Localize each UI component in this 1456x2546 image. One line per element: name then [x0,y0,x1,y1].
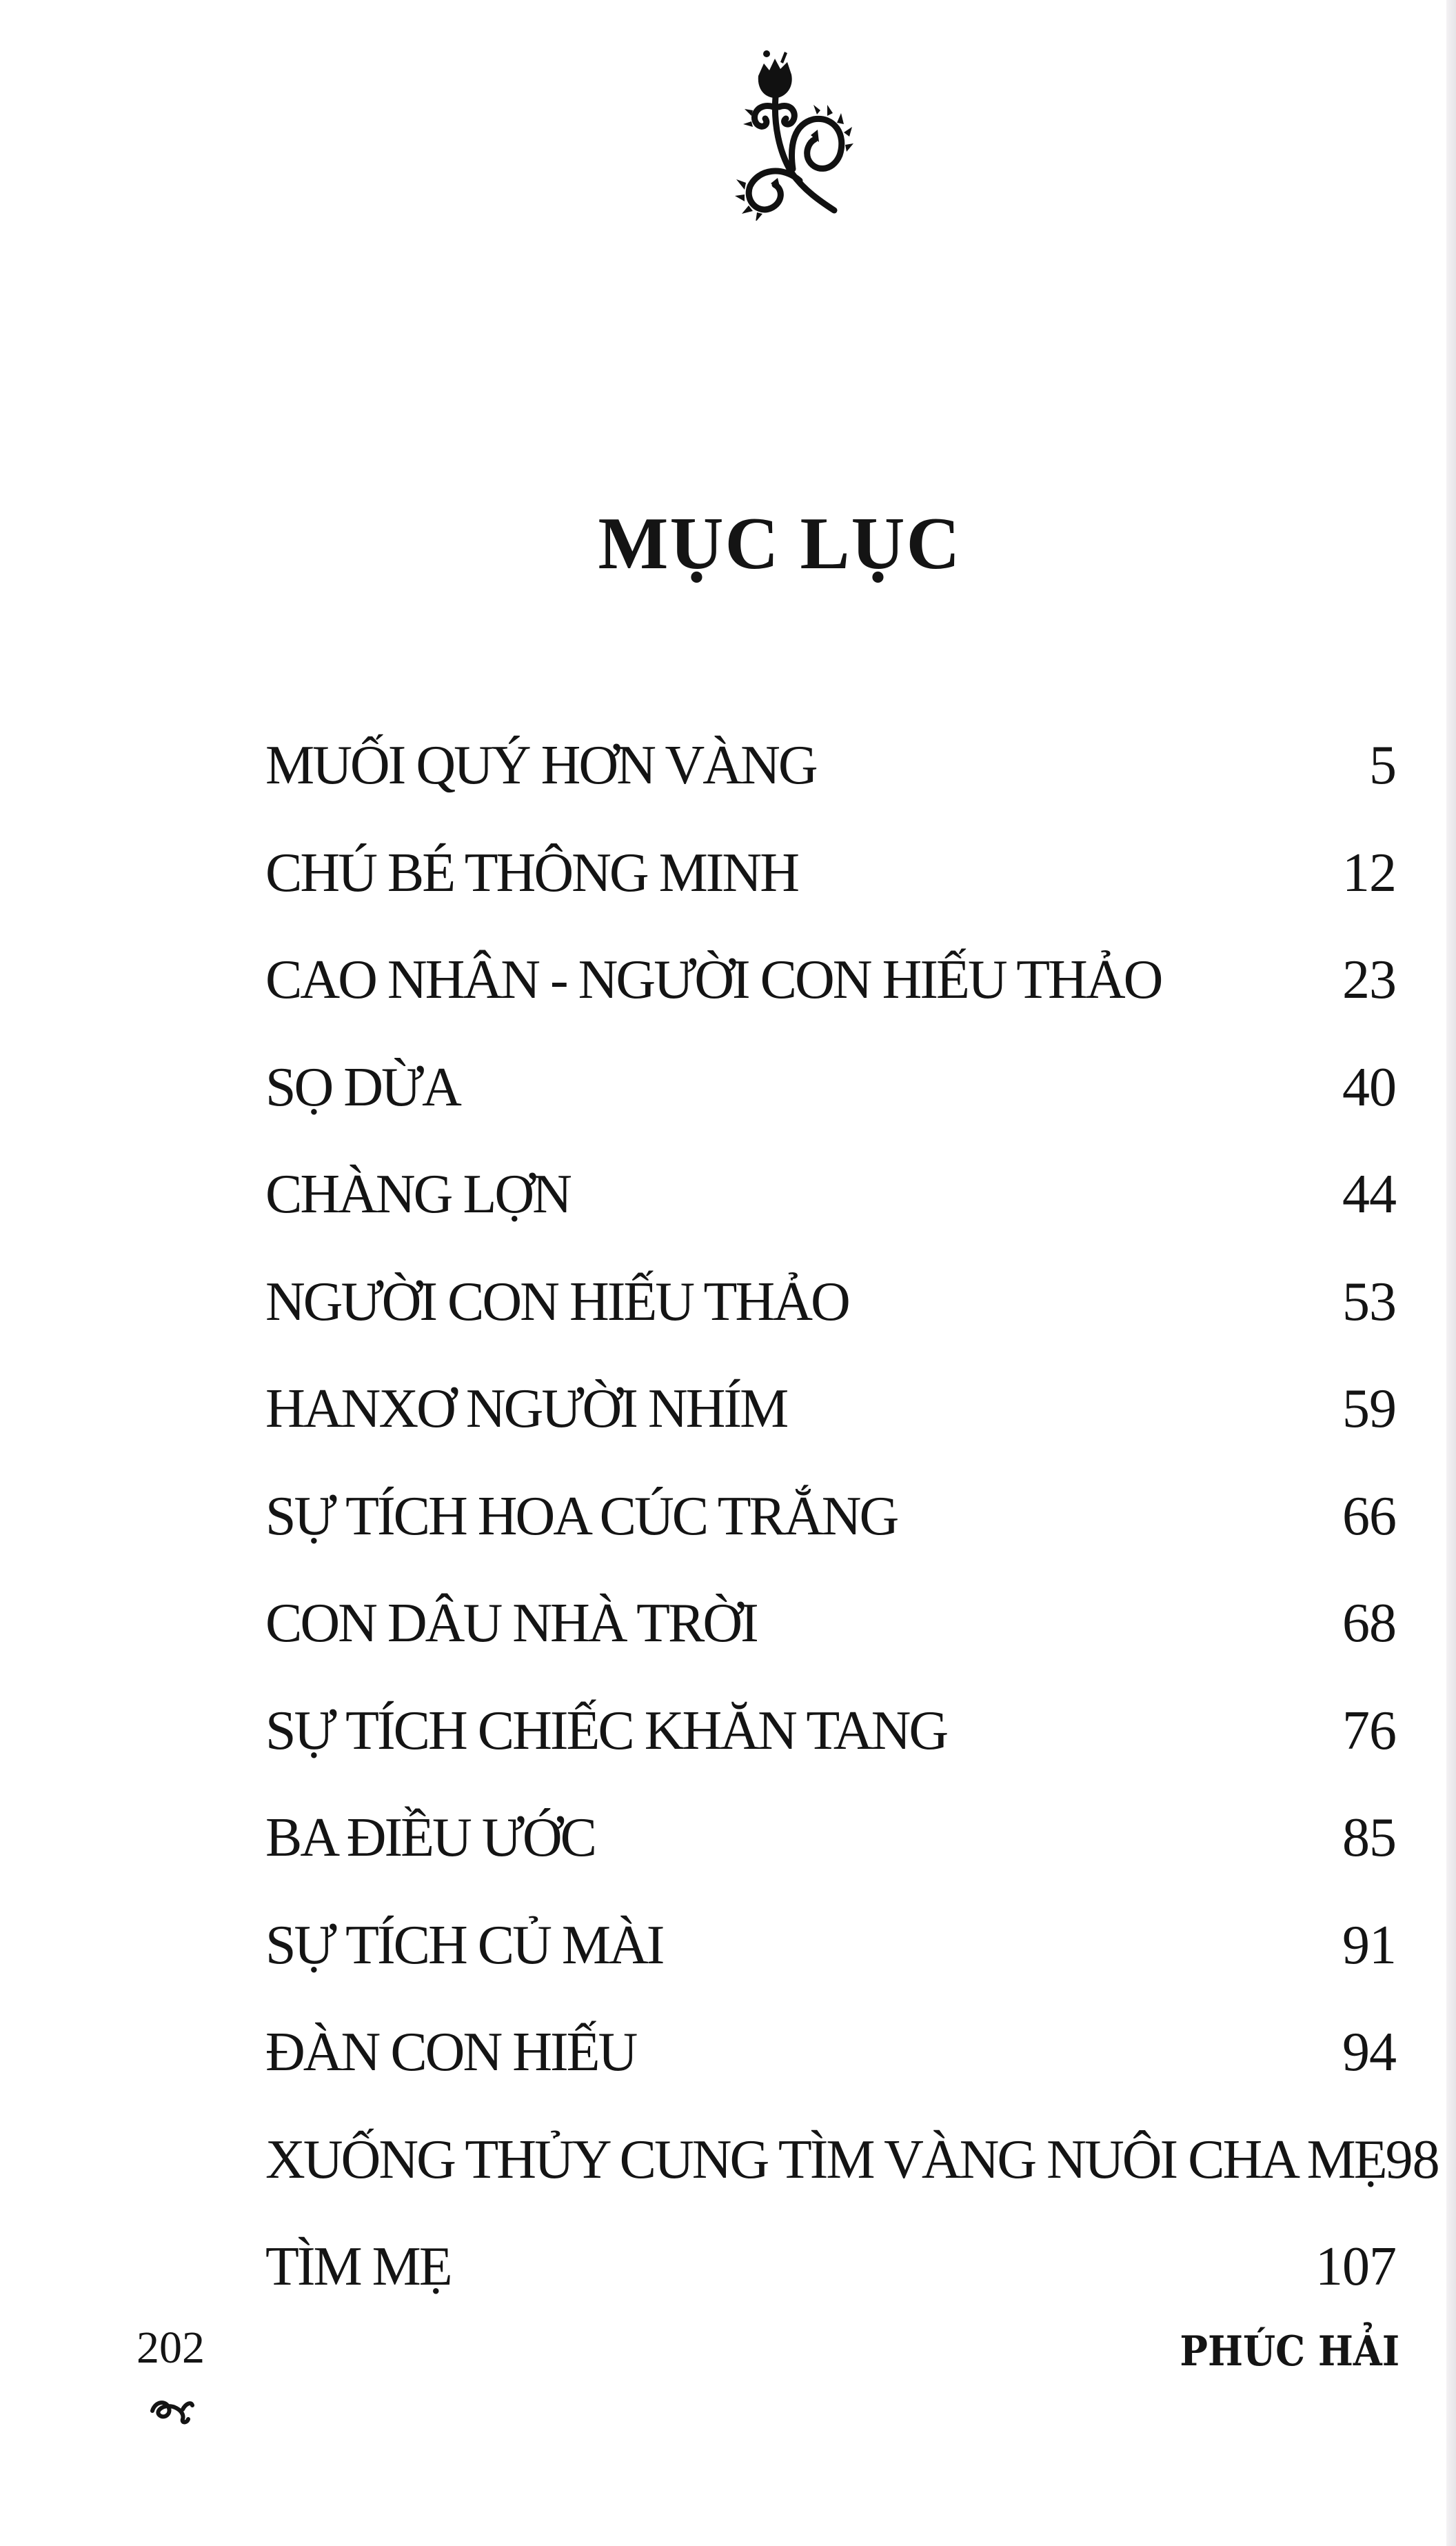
toc-entry-title: SỰ TÍCH CỦ MÀI [265,1914,663,1976]
toc-entry-page: 94 [1342,2022,1396,2083]
page-title: MỤC LỤC [598,503,962,585]
toc-entry-page: 44 [1342,1164,1396,1225]
toc-entry[interactable] [265,1485,1396,1596]
toc-entry-page: 68 [1342,1593,1396,1654]
toc-entry-page: 66 [1342,1485,1396,1547]
toc-entry[interactable] [265,1271,1396,1382]
toc-entry-page: 59 [1342,1379,1396,1439]
toc-entry[interactable] [265,735,1396,845]
page-edge-shadow [1446,0,1456,2546]
toc-entry[interactable] [265,2022,1396,2132]
toc-entry[interactable] [265,1700,1396,1811]
toc-entry-title: MUỐI QUÝ HƠN VÀNG [265,735,816,796]
toc-entry-page: 40 [1342,1056,1396,1118]
toc-entry-title: HANXƠ NGƯỜI NHÍM [265,1379,787,1439]
toc-entry[interactable] [265,1914,1396,2025]
toc-entry[interactable] [265,1056,1396,1167]
toc-entry[interactable] [265,2129,1439,2240]
toc-entry-page: 91 [1342,1914,1396,1976]
toc-entry-title: BA ĐIỀU ƯỚC [265,1807,595,1868]
toc-entry-title: CAO NHÂN - NGƯỜI CON HIẾU THẢO [265,950,1162,1010]
toc-entry-title: SỌ DỪA [265,1056,460,1118]
toc-entry[interactable] [265,842,1396,953]
swirl-flourish-icon [148,2392,196,2426]
toc-entry-page: 107 [1315,2236,1396,2297]
toc-entry[interactable] [265,1381,1396,1489]
toc-entry[interactable] [265,1593,1396,1703]
toc-entry-title: SỰ TÍCH CHIẾC KHĂN TANG [265,1700,947,1761]
toc-entry-title: SỰ TÍCH HOA CÚC TRẮNG [265,1485,898,1547]
toc-entry-title: TÌM MẸ [265,2236,451,2297]
toc-entry-title: NGƯỜI CON HIẾU THẢO [265,1271,849,1332]
toc-entry[interactable] [265,1807,1396,1918]
toc-entry-title: CON DÂU NHÀ TRỜI [265,1593,757,1654]
toc-entry-page: 98 [1385,2129,1439,2190]
footer-author-name: PHÚC HẢI [1180,2327,1399,2376]
toc-entry-page: 85 [1342,1807,1396,1868]
toc-entry[interactable] [265,1164,1396,1274]
floral-vine-ornament-icon [717,21,855,221]
toc-entry-page: 12 [1342,842,1396,903]
toc-entry-page: 23 [1342,950,1396,1010]
footer-page-number: 202 [136,2323,205,2373]
toc-entry-title: CHÚ BÉ THÔNG MINH [265,842,798,903]
toc-entry-title: CHÀNG LỢN [265,1164,570,1225]
toc-entry-title: ĐÀN CON HIẾU [265,2022,636,2083]
table-of-contents [265,735,1439,2347]
toc-entry-page: 53 [1342,1271,1396,1332]
toc-entry-page: 76 [1342,1700,1396,1761]
toc-entry-title: XUỐNG THỦY CUNG TÌM VÀNG NUÔI CHA MẸ [265,2129,1386,2190]
toc-entry[interactable] [265,952,1396,1060]
toc-entry-page: 5 [1369,735,1396,796]
